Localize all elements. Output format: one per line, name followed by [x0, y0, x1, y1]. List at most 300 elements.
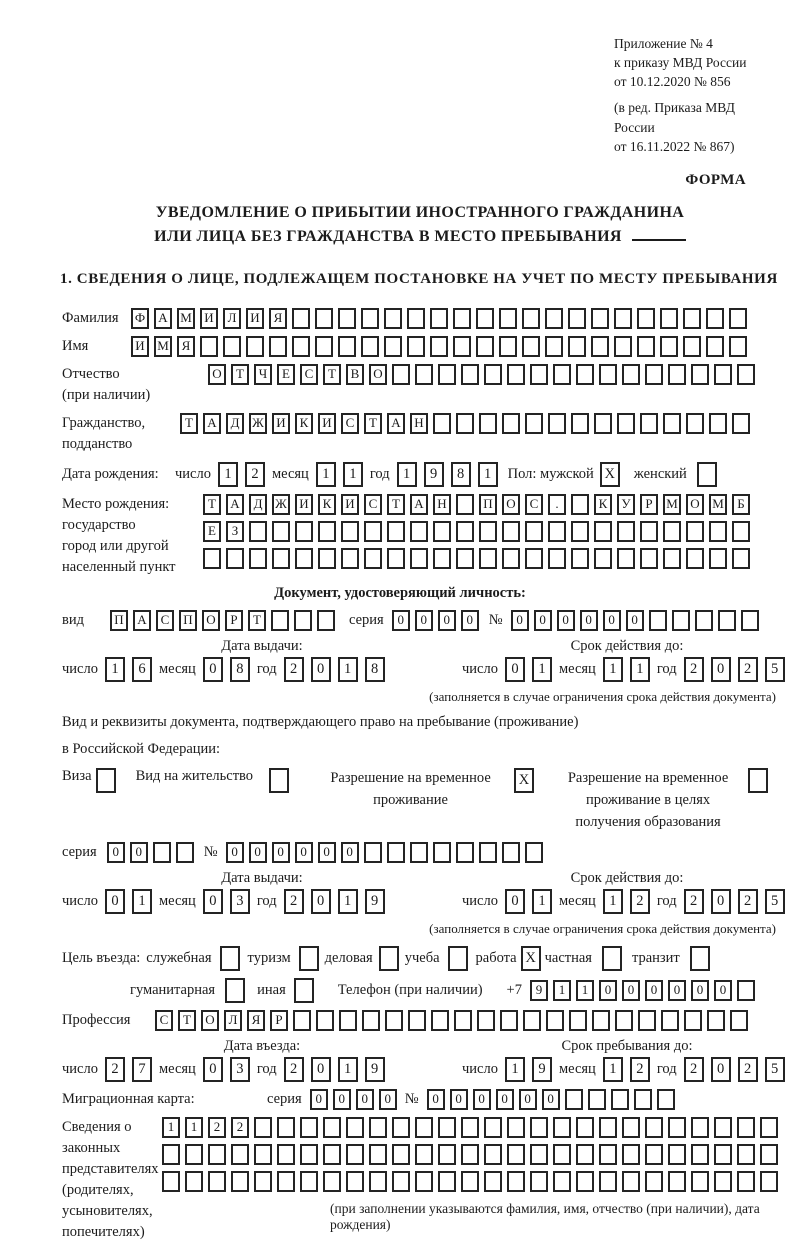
char-box[interactable]: [525, 521, 543, 542]
char-box[interactable]: Ж: [272, 494, 290, 515]
char-box[interactable]: [392, 1171, 410, 1192]
char-box[interactable]: 1: [338, 657, 358, 682]
char-box[interactable]: [622, 364, 640, 385]
char-box[interactable]: 0: [379, 1089, 397, 1110]
char-box[interactable]: [392, 1144, 410, 1165]
char-box[interactable]: С: [300, 364, 318, 385]
char-box[interactable]: [300, 1144, 318, 1165]
char-box[interactable]: Ч: [254, 364, 272, 385]
char-box[interactable]: 2: [284, 1057, 304, 1082]
char-box[interactable]: [502, 521, 520, 542]
char-box[interactable]: [385, 1010, 403, 1031]
char-box[interactable]: А: [154, 308, 172, 329]
char-box[interactable]: С: [156, 610, 174, 631]
char-box[interactable]: [438, 1171, 456, 1192]
char-box[interactable]: С: [155, 1010, 173, 1031]
char-box[interactable]: 0: [505, 889, 525, 914]
char-box[interactable]: [461, 1144, 479, 1165]
char-box[interactable]: 0: [333, 1089, 351, 1110]
char-box[interactable]: [657, 1089, 675, 1110]
char-box[interactable]: [499, 308, 517, 329]
char-box[interactable]: 0: [505, 657, 525, 682]
char-box[interactable]: [507, 1171, 525, 1192]
char-box[interactable]: 2: [208, 1117, 226, 1138]
char-box[interactable]: [594, 413, 612, 434]
char-box[interactable]: Ж: [249, 413, 267, 434]
char-box[interactable]: 5: [765, 889, 785, 914]
purpose-work-checkbox[interactable]: X: [521, 946, 541, 971]
char-box[interactable]: [640, 548, 658, 569]
char-box[interactable]: [638, 1010, 656, 1031]
char-box[interactable]: [502, 548, 520, 569]
purpose-study-checkbox[interactable]: [448, 946, 468, 971]
char-box[interactable]: [415, 1171, 433, 1192]
char-box[interactable]: [576, 364, 594, 385]
char-box[interactable]: [553, 1144, 571, 1165]
char-box[interactable]: [295, 548, 313, 569]
char-box[interactable]: [392, 364, 410, 385]
char-box[interactable]: Р: [270, 1010, 288, 1031]
char-box[interactable]: 7: [132, 1057, 152, 1082]
char-box[interactable]: Ф: [131, 308, 149, 329]
char-box[interactable]: [645, 1117, 663, 1138]
char-box[interactable]: [300, 1171, 318, 1192]
char-box[interactable]: 2: [105, 1057, 125, 1082]
char-box[interactable]: [453, 308, 471, 329]
char-box[interactable]: [737, 1117, 755, 1138]
char-box[interactable]: 0: [415, 610, 433, 631]
char-box[interactable]: 1: [478, 462, 498, 487]
char-box[interactable]: [691, 1117, 709, 1138]
char-box[interactable]: [737, 364, 755, 385]
char-box[interactable]: [668, 1117, 686, 1138]
char-box[interactable]: [456, 521, 474, 542]
char-box[interactable]: [433, 521, 451, 542]
char-box[interactable]: 0: [130, 842, 148, 863]
purpose-humanitarian-checkbox[interactable]: [225, 978, 245, 1003]
char-box[interactable]: [176, 842, 194, 863]
char-box[interactable]: [364, 548, 382, 569]
char-box[interactable]: [637, 336, 655, 357]
char-box[interactable]: [387, 548, 405, 569]
char-box[interactable]: [269, 336, 287, 357]
char-box[interactable]: [484, 364, 502, 385]
char-box[interactable]: [294, 610, 312, 631]
char-box[interactable]: 1: [532, 657, 552, 682]
char-box[interactable]: 3: [230, 889, 250, 914]
char-box[interactable]: [714, 1144, 732, 1165]
char-box[interactable]: 2: [684, 1057, 704, 1082]
char-box[interactable]: [317, 610, 335, 631]
char-box[interactable]: [339, 1010, 357, 1031]
char-box[interactable]: [686, 413, 704, 434]
char-box[interactable]: [709, 413, 727, 434]
char-box[interactable]: 1: [338, 889, 358, 914]
char-box[interactable]: [695, 610, 713, 631]
char-box[interactable]: [622, 1171, 640, 1192]
char-box[interactable]: [611, 1089, 629, 1110]
char-box[interactable]: [706, 336, 724, 357]
char-box[interactable]: [277, 1171, 295, 1192]
char-box[interactable]: [415, 1144, 433, 1165]
char-box[interactable]: [507, 1117, 525, 1138]
char-box[interactable]: Я: [247, 1010, 265, 1031]
char-box[interactable]: [346, 1171, 364, 1192]
char-box[interactable]: [622, 1144, 640, 1165]
char-box[interactable]: [479, 842, 497, 863]
char-box[interactable]: [208, 1144, 226, 1165]
char-box[interactable]: [525, 413, 543, 434]
char-box[interactable]: 0: [599, 980, 617, 1001]
char-box[interactable]: 0: [711, 889, 731, 914]
char-box[interactable]: 1: [603, 657, 623, 682]
char-box[interactable]: [249, 548, 267, 569]
char-box[interactable]: [254, 1144, 272, 1165]
char-box[interactable]: [292, 336, 310, 357]
char-box[interactable]: 3: [230, 1057, 250, 1082]
char-box[interactable]: [660, 308, 678, 329]
char-box[interactable]: [672, 610, 690, 631]
blank-underline[interactable]: [632, 226, 686, 241]
char-box[interactable]: 9: [365, 889, 385, 914]
char-box[interactable]: [162, 1144, 180, 1165]
char-box[interactable]: [599, 1144, 617, 1165]
char-box[interactable]: [571, 548, 589, 569]
char-box[interactable]: 2: [738, 1057, 758, 1082]
char-box[interactable]: [649, 610, 667, 631]
char-box[interactable]: [484, 1171, 502, 1192]
char-box[interactable]: Б: [732, 494, 750, 515]
char-box[interactable]: И: [131, 336, 149, 357]
char-box[interactable]: [599, 1117, 617, 1138]
char-box[interactable]: [594, 548, 612, 569]
char-box[interactable]: 0: [603, 610, 621, 631]
char-box[interactable]: [591, 308, 609, 329]
char-box[interactable]: [500, 1010, 518, 1031]
char-box[interactable]: 0: [318, 842, 336, 863]
char-box[interactable]: 1: [185, 1117, 203, 1138]
char-box[interactable]: 2: [284, 657, 304, 682]
char-box[interactable]: [668, 1171, 686, 1192]
char-box[interactable]: [384, 308, 402, 329]
char-box[interactable]: [522, 308, 540, 329]
char-box[interactable]: К: [594, 494, 612, 515]
char-box[interactable]: [732, 521, 750, 542]
char-box[interactable]: .: [548, 494, 566, 515]
char-box[interactable]: 0: [341, 842, 359, 863]
char-box[interactable]: [231, 1144, 249, 1165]
char-box[interactable]: О: [201, 1010, 219, 1031]
char-box[interactable]: [231, 1171, 249, 1192]
char-box[interactable]: [565, 1089, 583, 1110]
char-box[interactable]: [507, 1144, 525, 1165]
char-box[interactable]: 0: [427, 1089, 445, 1110]
char-box[interactable]: [663, 548, 681, 569]
char-box[interactable]: 8: [451, 462, 471, 487]
char-box[interactable]: 0: [295, 842, 313, 863]
char-box[interactable]: 8: [230, 657, 250, 682]
char-box[interactable]: [476, 308, 494, 329]
char-box[interactable]: [272, 521, 290, 542]
char-box[interactable]: 0: [714, 980, 732, 1001]
char-box[interactable]: [438, 364, 456, 385]
char-box[interactable]: [456, 842, 474, 863]
char-box[interactable]: 2: [684, 657, 704, 682]
char-box[interactable]: 0: [356, 1089, 374, 1110]
char-box[interactable]: [153, 842, 171, 863]
char-box[interactable]: 9: [530, 980, 548, 1001]
char-box[interactable]: [246, 336, 264, 357]
char-box[interactable]: [707, 1010, 725, 1031]
char-box[interactable]: [507, 364, 525, 385]
char-box[interactable]: [254, 1117, 272, 1138]
char-box[interactable]: 0: [105, 889, 125, 914]
char-box[interactable]: [203, 548, 221, 569]
char-box[interactable]: П: [479, 494, 497, 515]
char-box[interactable]: 5: [765, 1057, 785, 1082]
char-box[interactable]: 0: [691, 980, 709, 1001]
char-box[interactable]: 0: [438, 610, 456, 631]
char-box[interactable]: 0: [203, 1057, 223, 1082]
char-box[interactable]: Я: [177, 336, 195, 357]
char-box[interactable]: С: [525, 494, 543, 515]
char-box[interactable]: И: [318, 413, 336, 434]
char-box[interactable]: [387, 521, 405, 542]
char-box[interactable]: 1: [603, 889, 623, 914]
char-box[interactable]: [323, 1117, 341, 1138]
char-box[interactable]: Л: [224, 1010, 242, 1031]
char-box[interactable]: М: [154, 336, 172, 357]
char-box[interactable]: [433, 842, 451, 863]
char-box[interactable]: [476, 336, 494, 357]
char-box[interactable]: 1: [105, 657, 125, 682]
char-box[interactable]: [410, 842, 428, 863]
char-box[interactable]: Т: [231, 364, 249, 385]
char-box[interactable]: Я: [269, 308, 287, 329]
char-box[interactable]: Н: [433, 494, 451, 515]
char-box[interactable]: [615, 1010, 633, 1031]
char-box[interactable]: [525, 548, 543, 569]
char-box[interactable]: [660, 336, 678, 357]
char-box[interactable]: [295, 521, 313, 542]
char-box[interactable]: [645, 364, 663, 385]
char-box[interactable]: 8: [365, 657, 385, 682]
char-box[interactable]: [323, 1144, 341, 1165]
char-box[interactable]: 0: [107, 842, 125, 863]
char-box[interactable]: [346, 1144, 364, 1165]
char-box[interactable]: 0: [473, 1089, 491, 1110]
char-box[interactable]: [614, 336, 632, 357]
char-box[interactable]: И: [295, 494, 313, 515]
char-box[interactable]: [430, 336, 448, 357]
char-box[interactable]: 0: [311, 1057, 331, 1082]
char-box[interactable]: [272, 548, 290, 569]
char-box[interactable]: [479, 548, 497, 569]
char-box[interactable]: [684, 1010, 702, 1031]
char-box[interactable]: 5: [765, 657, 785, 682]
char-box[interactable]: [430, 308, 448, 329]
char-box[interactable]: [568, 308, 586, 329]
char-box[interactable]: [569, 1010, 587, 1031]
char-box[interactable]: 0: [203, 889, 223, 914]
char-box[interactable]: [479, 521, 497, 542]
char-box[interactable]: Д: [226, 413, 244, 434]
char-box[interactable]: [185, 1144, 203, 1165]
char-box[interactable]: [361, 336, 379, 357]
char-box[interactable]: [456, 413, 474, 434]
char-box[interactable]: [223, 336, 241, 357]
char-box[interactable]: [591, 336, 609, 357]
char-box[interactable]: К: [318, 494, 336, 515]
char-box[interactable]: Д: [249, 494, 267, 515]
char-box[interactable]: [254, 1171, 272, 1192]
char-box[interactable]: [661, 1010, 679, 1031]
char-box[interactable]: А: [133, 610, 151, 631]
char-box[interactable]: Р: [225, 610, 243, 631]
char-box[interactable]: [323, 1171, 341, 1192]
purpose-business-checkbox[interactable]: [379, 946, 399, 971]
char-box[interactable]: [548, 548, 566, 569]
char-box[interactable]: [484, 1144, 502, 1165]
char-box[interactable]: 2: [630, 1057, 650, 1082]
char-box[interactable]: 1: [630, 657, 650, 682]
char-box[interactable]: [338, 336, 356, 357]
char-box[interactable]: [729, 308, 747, 329]
char-box[interactable]: [622, 1117, 640, 1138]
char-box[interactable]: О: [369, 364, 387, 385]
char-box[interactable]: [576, 1171, 594, 1192]
char-box[interactable]: А: [410, 494, 428, 515]
char-box[interactable]: [706, 308, 724, 329]
char-box[interactable]: 2: [284, 889, 304, 914]
char-box[interactable]: О: [502, 494, 520, 515]
char-box[interactable]: 0: [534, 610, 552, 631]
char-box[interactable]: [410, 548, 428, 569]
char-box[interactable]: Е: [203, 521, 221, 542]
char-box[interactable]: [364, 521, 382, 542]
char-box[interactable]: [709, 521, 727, 542]
char-box[interactable]: О: [202, 610, 220, 631]
char-box[interactable]: [361, 308, 379, 329]
char-box[interactable]: 0: [392, 610, 410, 631]
char-box[interactable]: [341, 521, 359, 542]
char-box[interactable]: [415, 364, 433, 385]
char-box[interactable]: 9: [365, 1057, 385, 1082]
char-box[interactable]: О: [686, 494, 704, 515]
sex-male-checkbox[interactable]: X: [600, 462, 620, 487]
char-box[interactable]: А: [387, 413, 405, 434]
char-box[interactable]: [588, 1089, 606, 1110]
char-box[interactable]: [530, 1144, 548, 1165]
char-box[interactable]: [683, 308, 701, 329]
char-box[interactable]: [530, 1117, 548, 1138]
char-box[interactable]: [683, 336, 701, 357]
char-box[interactable]: [576, 1144, 594, 1165]
char-box[interactable]: [185, 1171, 203, 1192]
char-box[interactable]: 1: [162, 1117, 180, 1138]
char-box[interactable]: 0: [310, 1089, 328, 1110]
char-box[interactable]: [617, 521, 635, 542]
char-box[interactable]: [709, 548, 727, 569]
char-box[interactable]: [408, 1010, 426, 1031]
char-box[interactable]: [502, 842, 520, 863]
char-box[interactable]: У: [617, 494, 635, 515]
char-box[interactable]: [553, 1171, 571, 1192]
char-box[interactable]: Т: [364, 413, 382, 434]
char-box[interactable]: [277, 1117, 295, 1138]
char-box[interactable]: [369, 1144, 387, 1165]
char-box[interactable]: 0: [272, 842, 290, 863]
char-box[interactable]: 0: [226, 842, 244, 863]
char-box[interactable]: 1: [532, 889, 552, 914]
char-box[interactable]: [730, 1010, 748, 1031]
char-box[interactable]: [300, 1117, 318, 1138]
char-box[interactable]: [369, 1171, 387, 1192]
char-box[interactable]: [431, 1010, 449, 1031]
char-box[interactable]: Т: [323, 364, 341, 385]
char-box[interactable]: [392, 1117, 410, 1138]
char-box[interactable]: 1: [603, 1057, 623, 1082]
char-box[interactable]: Т: [178, 1010, 196, 1031]
char-box[interactable]: [737, 980, 755, 1001]
char-box[interactable]: [645, 1144, 663, 1165]
char-box[interactable]: 0: [711, 657, 731, 682]
char-box[interactable]: [732, 413, 750, 434]
char-box[interactable]: [315, 336, 333, 357]
char-box[interactable]: [545, 336, 563, 357]
char-box[interactable]: [737, 1144, 755, 1165]
char-box[interactable]: 0: [496, 1089, 514, 1110]
char-box[interactable]: С: [341, 413, 359, 434]
char-box[interactable]: [200, 336, 218, 357]
char-box[interactable]: [686, 521, 704, 542]
char-box[interactable]: 2: [684, 889, 704, 914]
char-box[interactable]: [477, 1010, 495, 1031]
char-box[interactable]: [741, 610, 759, 631]
char-box[interactable]: [691, 364, 709, 385]
char-box[interactable]: Т: [180, 413, 198, 434]
char-box[interactable]: [362, 1010, 380, 1031]
temp-residence-permit-checkbox[interactable]: X: [514, 768, 534, 793]
char-box[interactable]: [530, 1171, 548, 1192]
char-box[interactable]: 1: [397, 462, 417, 487]
char-box[interactable]: [318, 521, 336, 542]
char-box[interactable]: 0: [311, 889, 331, 914]
char-box[interactable]: Л: [223, 308, 241, 329]
char-box[interactable]: [415, 1117, 433, 1138]
char-box[interactable]: [384, 336, 402, 357]
char-box[interactable]: [438, 1117, 456, 1138]
char-box[interactable]: И: [200, 308, 218, 329]
char-box[interactable]: [617, 413, 635, 434]
char-box[interactable]: Т: [203, 494, 221, 515]
char-box[interactable]: [364, 842, 382, 863]
char-box[interactable]: [208, 1171, 226, 1192]
char-box[interactable]: Р: [640, 494, 658, 515]
char-box[interactable]: М: [177, 308, 195, 329]
char-box[interactable]: 1: [132, 889, 152, 914]
char-box[interactable]: З: [226, 521, 244, 542]
char-box[interactable]: В: [346, 364, 364, 385]
char-box[interactable]: [292, 308, 310, 329]
char-box[interactable]: 1: [576, 980, 594, 1001]
char-box[interactable]: 2: [245, 462, 265, 487]
char-box[interactable]: 1: [338, 1057, 358, 1082]
char-box[interactable]: 0: [511, 610, 529, 631]
char-box[interactable]: 9: [424, 462, 444, 487]
char-box[interactable]: [433, 548, 451, 569]
char-box[interactable]: [576, 1117, 594, 1138]
